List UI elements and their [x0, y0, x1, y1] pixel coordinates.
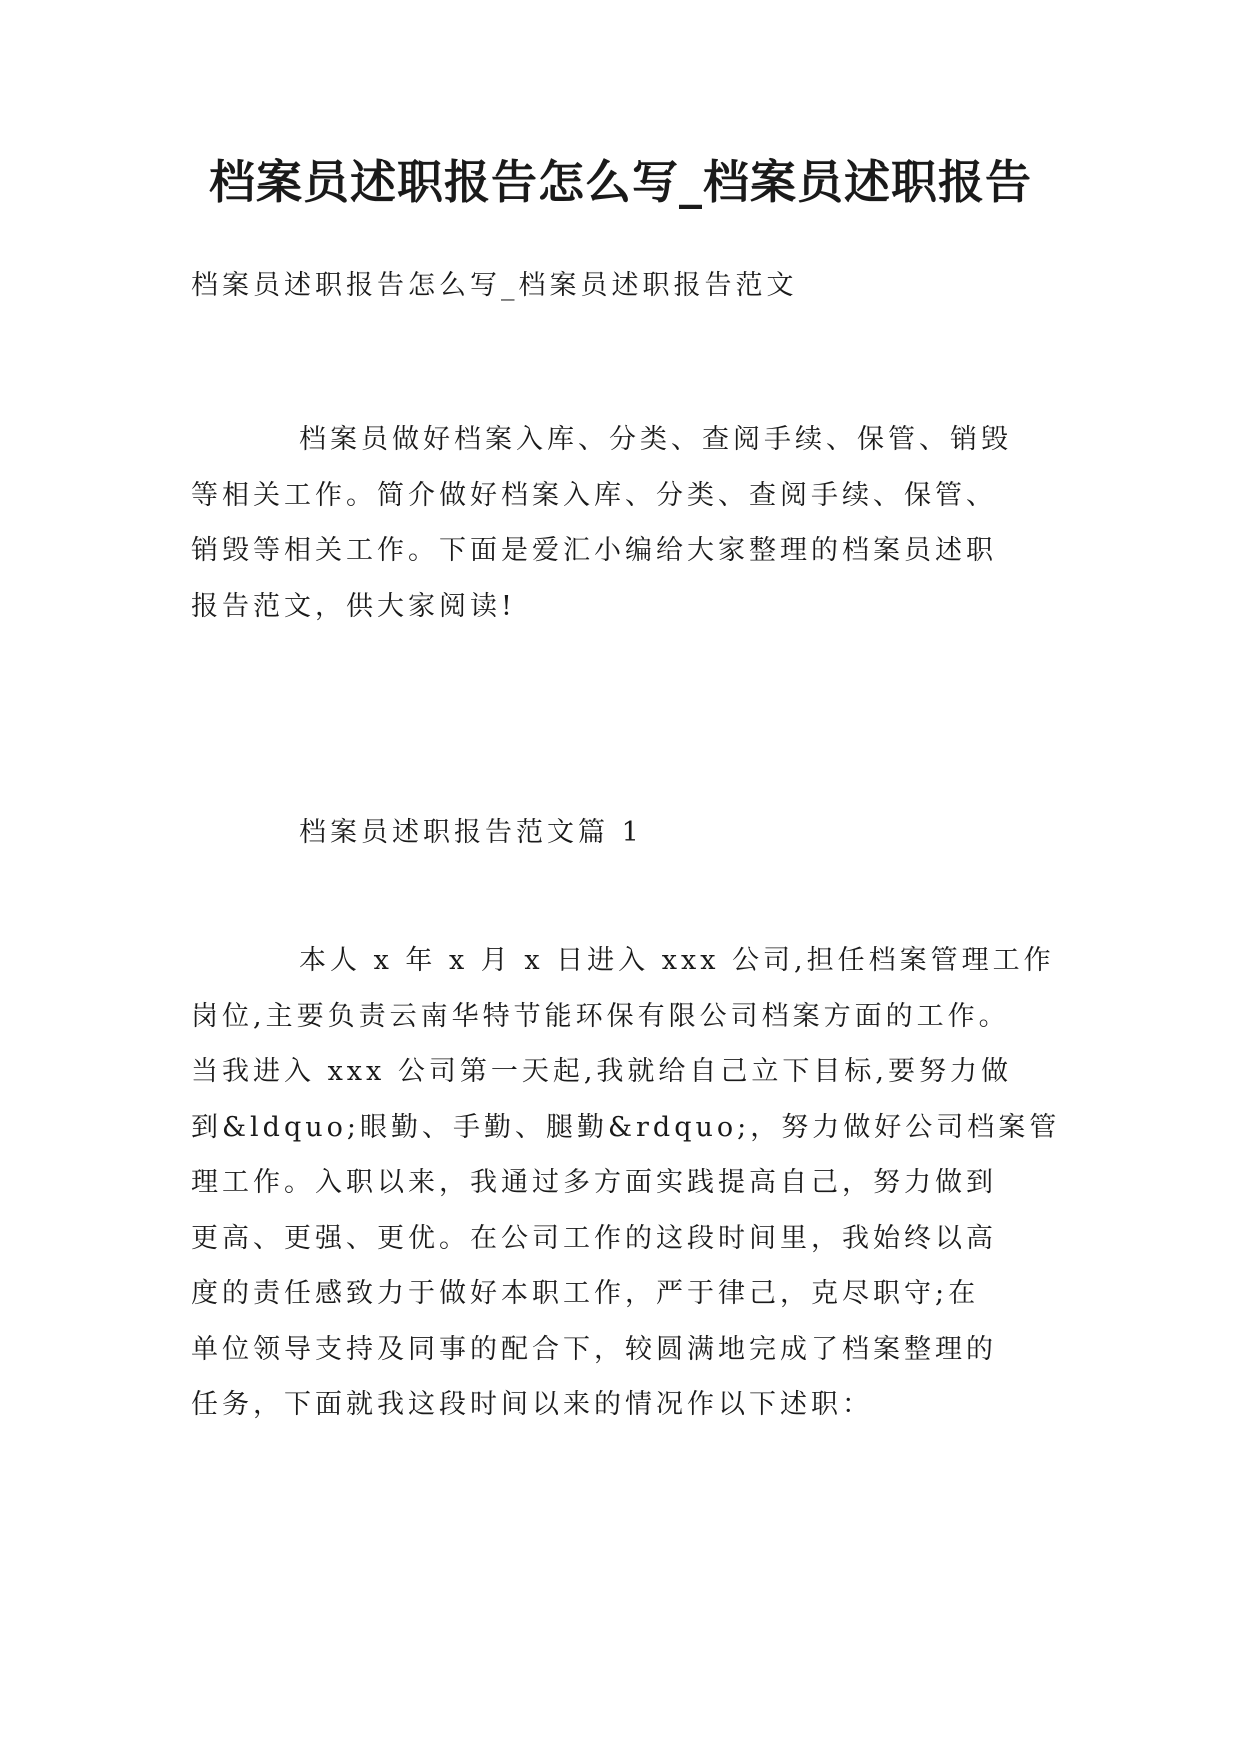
paragraph-line: 任务，下面就我这段时间以来的情况作以下述职： [191, 1389, 873, 1420]
paragraph-line: 更高、更强、更优。在公司工作的这段时间里，我始终以高 [191, 1222, 997, 1254]
paragraph-line: 度的责任感致力于做好本职工作，严于律己，克尽职守;在 [191, 1278, 980, 1309]
body-paragraph [191, 933, 1071, 1433]
intro-paragraph [191, 412, 1071, 634]
paragraph-line: 销毁等相关工作。下面是爱汇小编给大家整理的档案员述职 [191, 535, 997, 566]
section-heading: 档案员述职报告范文篇 1 [299, 817, 643, 848]
paragraph-line: 到&ldquo;眼勤、手勤、腿勤&rdquo;，努力做好公司档案管 [191, 1111, 1061, 1143]
paragraph-line: 岗位,主要负责云南华特节能环保有限公司档案方面的工作。 [191, 1000, 1010, 1032]
paragraph-line: 当我进入 xxx 公司第一天起,我就给自己立下目标,要努力做 [191, 1056, 1013, 1087]
paragraph-line: 等相关工作。简介做好档案入库、分类、查阅手续、保管、 [191, 479, 997, 511]
paragraph-line: 理工作。入职以来，我通过多方面实践提高自己，努力做到 [191, 1167, 997, 1198]
paragraph-line: 本人 x 年 x 月 x 日进入 xxx 公司,担任档案管理工作 [299, 945, 1055, 976]
paragraph-line: 档案员做好档案入库、分类、查阅手续、保管、销毁 [299, 424, 1012, 455]
paragraph-line: 单位领导支持及同事的配合下，较圆满地完成了档案整理的 [191, 1333, 997, 1365]
document-title: 档案员述职报告怎么写_档案员述职报告 [209, 155, 1032, 209]
paragraph-line: 报告范文，供大家阅读! [191, 590, 516, 622]
document-subtitle: 档案员述职报告怎么写_档案员述职报告范文 [191, 270, 798, 301]
